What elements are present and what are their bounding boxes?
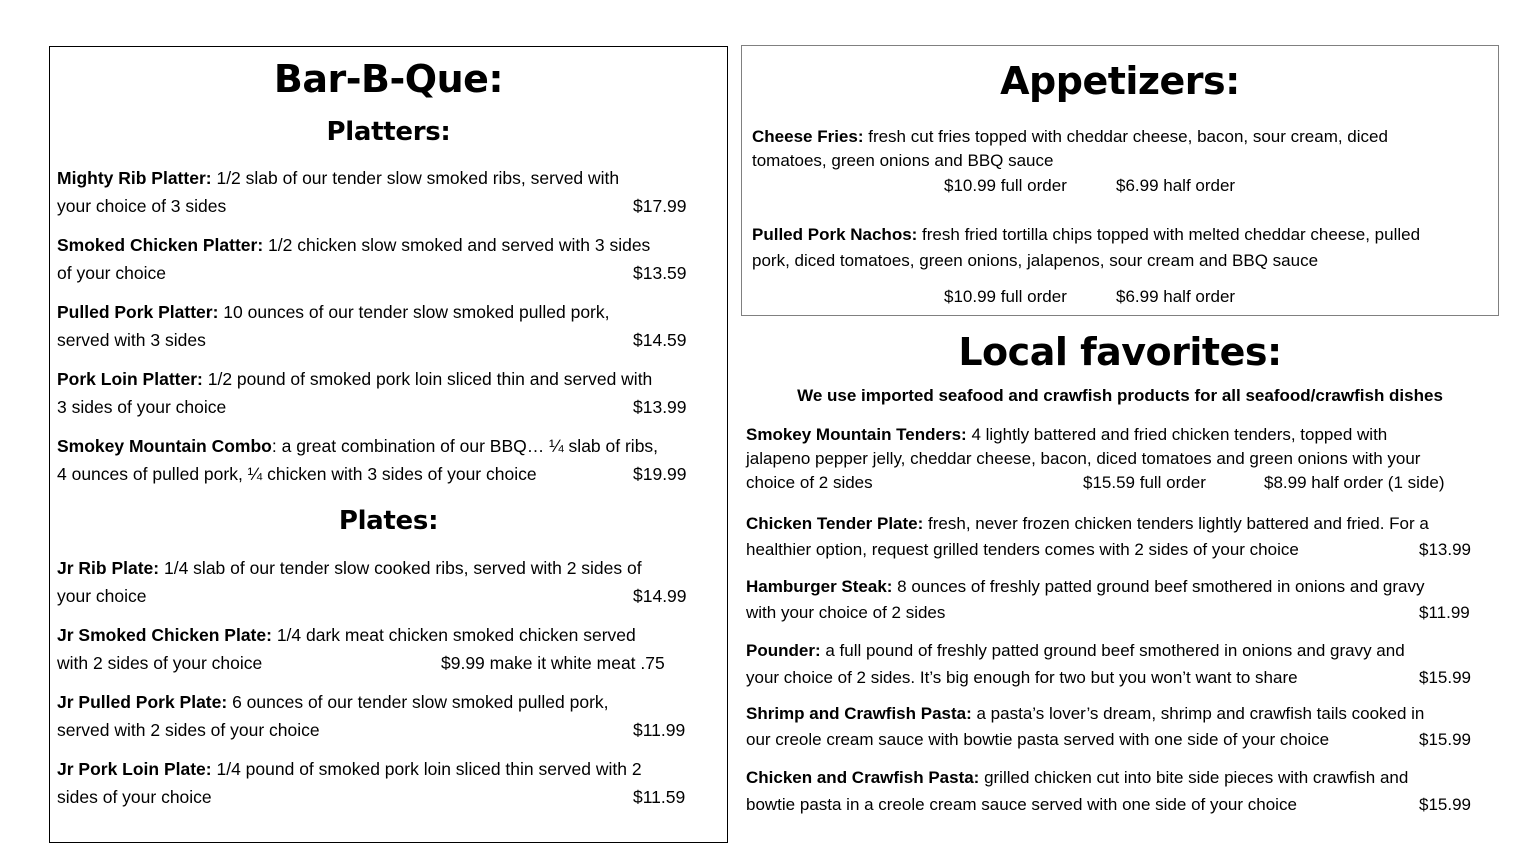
item-name: Chicken and Crawfish Pasta: xyxy=(746,768,980,787)
menu-item xyxy=(57,365,721,421)
item-price: $13.99 xyxy=(1419,540,1471,559)
seafood-note: We use imported seafood and crawfish products for all seafood/crawfish dishes xyxy=(797,386,1443,405)
item-price: $14.59 xyxy=(633,330,687,350)
appetizers-title: Appetizers: xyxy=(1000,59,1240,103)
item-description: sides of your choice xyxy=(57,787,212,807)
menu-item xyxy=(746,637,1491,691)
item-description: pork, diced tomatoes, green onions, jalapenos, sour cream and BBQ sauce xyxy=(752,251,1319,270)
item-price: $9.99 make it white meat .75 xyxy=(441,653,665,673)
platters-heading: Platters: xyxy=(326,117,451,147)
local-favorites-section xyxy=(741,316,1499,826)
item-name: Smoked Chicken Platter: xyxy=(57,235,264,255)
item-price: $15.99 xyxy=(1419,668,1471,687)
menu-item xyxy=(746,764,1491,818)
menu-item xyxy=(746,701,1491,753)
item-description: 8 ounces of freshly patted ground beef smothered in onions and gravy xyxy=(892,577,1425,596)
bbq-section xyxy=(49,46,728,843)
item-name: Cheese Fries: xyxy=(752,127,864,146)
item-description: 6 ounces of our tender slow smoked pulled pork, xyxy=(227,692,609,712)
menu-item xyxy=(752,222,1490,309)
item-name: Shrimp and Crawfish Pasta: xyxy=(746,704,972,723)
menu-item xyxy=(57,688,721,744)
item-name: Smokey Mountain Combo xyxy=(57,436,272,456)
item-description: 1/4 pound of smoked pork loin sliced thin served with 2 xyxy=(211,759,642,779)
item-price: $15.99 xyxy=(1419,730,1471,749)
item-description: served with 2 sides of your choice xyxy=(57,720,320,740)
item-name: Jr Rib Plate: xyxy=(57,558,160,578)
item-description: your choice xyxy=(57,586,147,606)
menu-item xyxy=(57,164,721,220)
full-order-price: $10.99 full order xyxy=(944,287,1067,306)
item-description: 1/4 slab of our tender slow cooked ribs, served with 2 sides of xyxy=(159,558,642,578)
item-price: $15.99 xyxy=(1419,795,1471,814)
item-description: tomatoes, green onions and BBQ sauce xyxy=(752,151,1054,170)
item-name: Jr Pulled Pork Plate: xyxy=(57,692,228,712)
item-price: $13.59 xyxy=(633,263,687,283)
menu-item xyxy=(746,422,1491,495)
item-description: 10 ounces of our tender slow smoked pulled pork, xyxy=(218,302,610,322)
item-price: $11.99 xyxy=(633,720,686,740)
item-price: $14.99 xyxy=(633,586,687,606)
item-name: Chicken Tender Plate: xyxy=(746,514,924,533)
item-description: with your choice of 2 sides xyxy=(746,603,946,622)
menu-item xyxy=(746,511,1491,563)
item-name: Hamburger Steak: xyxy=(746,577,893,596)
item-price: $11.99 xyxy=(1419,603,1470,622)
menu-item xyxy=(752,125,1490,198)
appetizers-section xyxy=(741,45,1499,316)
item-description: 1/2 chicken slow smoked and served with 3 sides xyxy=(263,235,651,255)
menu-item xyxy=(57,231,721,287)
item-name: Pulled Pork Platter: xyxy=(57,302,219,322)
menu-item xyxy=(57,621,721,677)
menu-item xyxy=(57,554,721,610)
menu-item xyxy=(57,432,721,488)
half-order-price: $6.99 half order xyxy=(1116,287,1236,306)
item-description: : a great combination of our BBQ… ¼ slab of ribs, xyxy=(271,436,659,456)
item-description: your choice of 2 sides. It’s big enough for two but you won’t want to share xyxy=(746,668,1298,687)
item-description: bowtie pasta in a creole cream sauce served with one side of your choice xyxy=(746,795,1297,814)
item-price: $19.99 xyxy=(633,464,687,484)
item-price: $11.59 xyxy=(633,787,686,807)
item-name: Jr Smoked Chicken Plate: xyxy=(57,625,272,645)
local-favorites-title: Local favorites: xyxy=(958,330,1282,374)
item-description: fresh fried tortilla chips topped with melted cheddar cheese, pulled xyxy=(917,225,1421,244)
item-description: 1/2 pound of smoked pork loin sliced thin and served with xyxy=(202,369,653,389)
half-order-price: $6.99 half order xyxy=(1116,176,1236,195)
menu-item xyxy=(57,755,721,811)
item-description: 4 lightly battered and fried chicken tenders, topped with xyxy=(966,425,1388,444)
item-name: Pork Loin Platter: xyxy=(57,369,203,389)
item-description: jalapeno pepper jelly, cheddar cheese, bacon, diced tomatoes and green onions with your xyxy=(746,449,1421,468)
item-description: with 2 sides of your choice xyxy=(57,653,263,673)
item-description: choice of 2 sides xyxy=(746,473,873,492)
item-description: 1/2 slab of our tender slow smoked ribs, served with xyxy=(211,168,620,188)
menu-item xyxy=(746,574,1491,626)
item-description: served with 3 sides xyxy=(57,330,206,350)
full-order-price: $10.99 full order xyxy=(944,176,1067,195)
item-description: a pasta’s lover’s dream, shrimp and crawfish tails cooked in xyxy=(971,704,1425,723)
item-price: $17.99 xyxy=(633,196,687,216)
item-description: fresh, never frozen chicken tenders lightly battered and fried. For a xyxy=(923,514,1429,533)
item-description: of your choice xyxy=(57,263,166,283)
half-order-price: $8.99 half order (1 side) xyxy=(1264,473,1445,492)
item-description: fresh cut fries topped with cheddar cheese, bacon, sour cream, diced xyxy=(863,127,1388,146)
item-description: 4 ounces of pulled pork, ¼ chicken with 3 sides of your choice xyxy=(57,464,537,484)
item-name: Pounder: xyxy=(746,641,821,660)
bbq-title: Bar-B-Que: xyxy=(273,57,504,101)
full-order-price: $15.59 full order xyxy=(1083,473,1206,492)
item-name: Pulled Pork Nachos: xyxy=(752,225,918,244)
item-description: our creole cream sauce with bowtie pasta served with one side of your choice xyxy=(746,730,1330,749)
item-name: Mighty Rib Platter: xyxy=(57,168,212,188)
item-price: $13.99 xyxy=(633,397,687,417)
item-name: Jr Pork Loin Plate: xyxy=(57,759,212,779)
item-description: your choice of 3 sides xyxy=(57,196,227,216)
item-name: Smokey Mountain Tenders: xyxy=(746,425,967,444)
item-description: a full pound of freshly patted ground beef smothered in onions and gravy and xyxy=(820,641,1405,660)
item-description: 3 sides of your choice xyxy=(57,397,227,417)
item-description: grilled chicken cut into bite side pieces with crawfish and xyxy=(979,768,1409,787)
plates-heading: Plates: xyxy=(338,506,439,536)
item-description: healthier option, request grilled tenders comes with 2 sides of your choice xyxy=(746,540,1299,559)
menu-item xyxy=(57,298,721,354)
item-description: 1/4 dark meat chicken smoked chicken served xyxy=(271,625,636,645)
